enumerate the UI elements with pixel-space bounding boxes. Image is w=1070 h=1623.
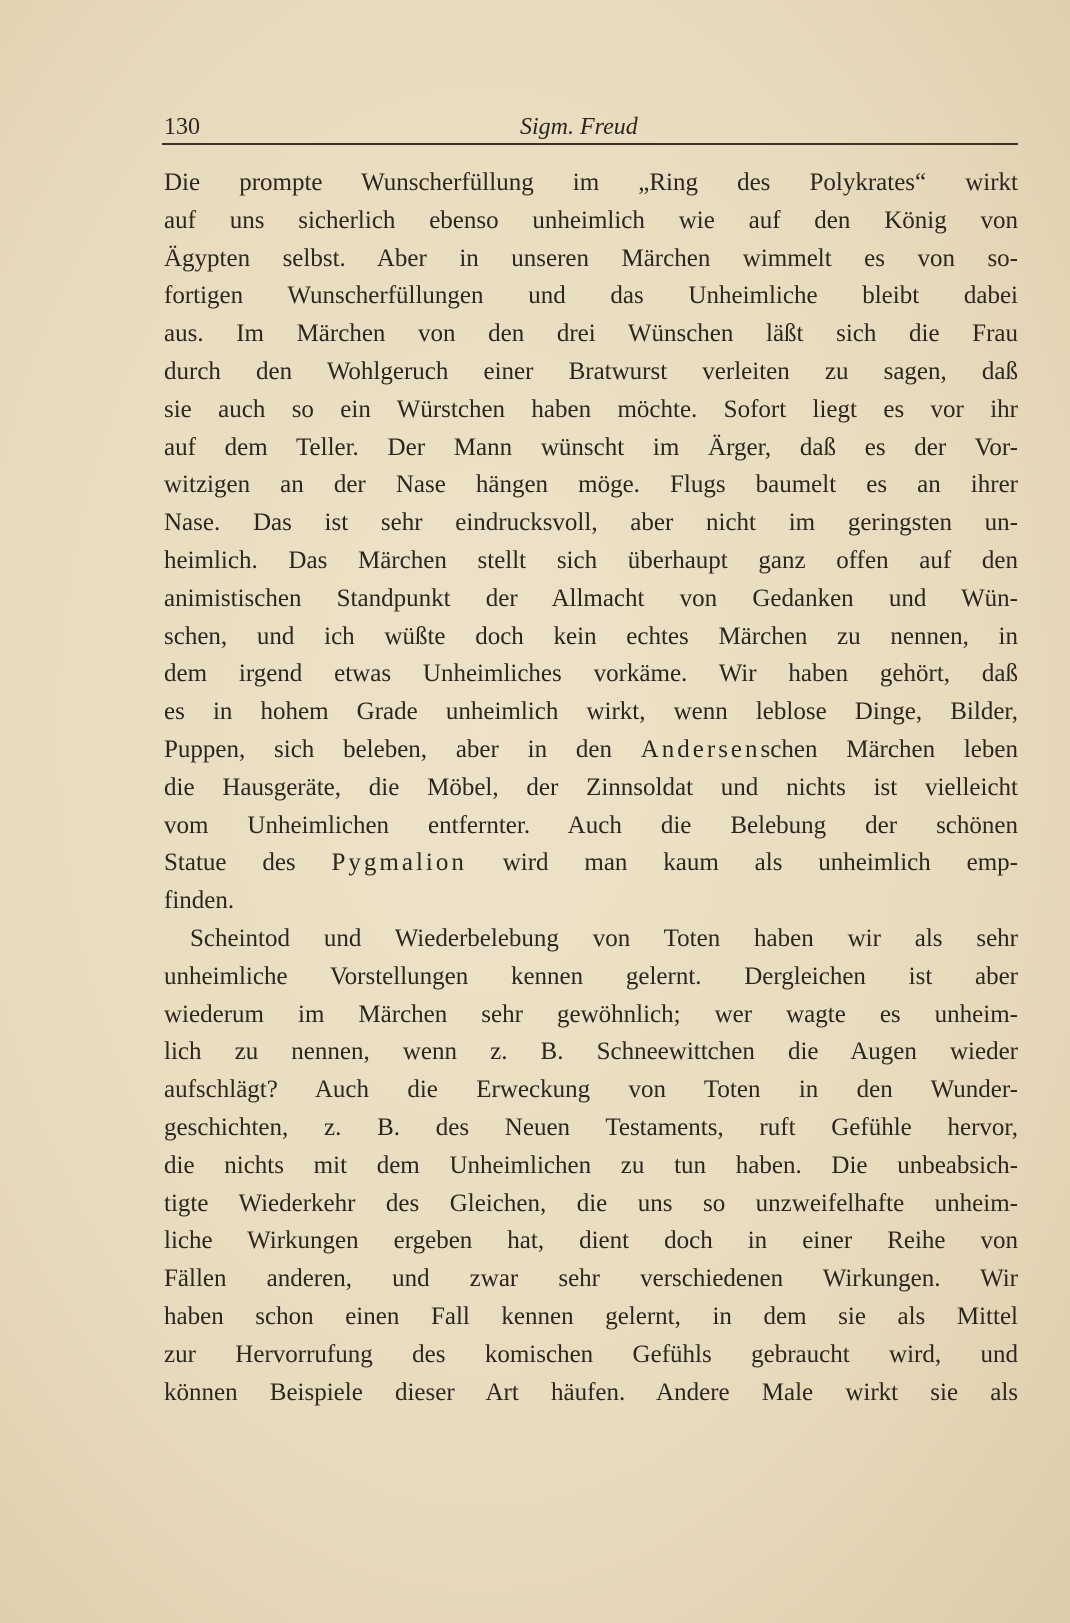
text-line: haben schon einen Fall kennen gelernt, in dem sie als Mittel bbox=[164, 1302, 1018, 1330]
running-title: Sigm. Freud bbox=[520, 114, 638, 140]
text-line: durch den Wohlgeruch einer Bratwurst verleiten zu sagen, daß bbox=[164, 357, 1018, 385]
body-text bbox=[164, 164, 1018, 1411]
text-line: heimlich. Das Märchen stellt sich überhaupt ganz offen auf den bbox=[164, 546, 1018, 574]
text-line: aus. Im Märchen von den drei Wünschen läßt sich die Frau bbox=[164, 320, 1018, 348]
text-line: sie auch so ein Würstchen haben möchte. Sofort liegt es vor ihr bbox=[164, 395, 1018, 423]
text-line: tigte Wiederkehr des Gleichen, die uns so unzweifelhafte unheim- bbox=[164, 1189, 1018, 1217]
text-line: Die prompte Wunscherfüllung im „Ring des Polykrates“ wirkt bbox=[164, 169, 1018, 196]
page-number: 130 bbox=[164, 114, 200, 140]
text-line: die nichts mit dem Unheimlichen zu tun haben. Die unbeabsich- bbox=[164, 1151, 1018, 1179]
text-line bbox=[164, 844, 1018, 882]
text-line: Nase. Das ist sehr eindrucksvoll, aber nicht im geringsten un- bbox=[164, 509, 1018, 537]
text-line: finden. bbox=[164, 887, 235, 915]
text-line: schen, und ich wüßte doch kein echtes Märchen zu nennen, in bbox=[164, 622, 1018, 650]
text-line: dem irgend etwas Unheimliches vorkäme. Wir haben gehört, daß bbox=[164, 660, 1018, 688]
text-segment: wird man kaum als unheimlich emp- bbox=[466, 849, 1018, 877]
text-line: Ägypten selbst. Aber in unseren Märchen wimmelt es von so- bbox=[164, 244, 1018, 272]
text-line: es in hohem Grade unheimlich wirkt, wenn leblose Dinge, Bilder, bbox=[164, 698, 1018, 726]
text-line: auf dem Teller. Der Mann wünscht im Ärger, daß es der Vor- bbox=[164, 433, 1018, 461]
text-segment: schen Märchen leben bbox=[760, 735, 1018, 763]
text-line: liche Wirkungen ergeben hat, dient doch in einer Reihe von bbox=[164, 1227, 1018, 1255]
text-line: Fällen anderen, und zwar sehr verschiedenen Wirkungen. Wir bbox=[164, 1265, 1018, 1293]
text-line: die Hausgeräte, die Möbel, der Zinnsoldat und nichts ist vielleicht bbox=[164, 773, 1018, 801]
text-line: unheimliche Vorstellungen kennen gelernt. Dergleichen ist aber bbox=[164, 962, 1018, 990]
text-line: lich zu nennen, wenn z. B. Schneewittchen die Augen wieder bbox=[164, 1038, 1018, 1066]
text-line: animistischen Standpunkt der Allmacht von Gedanken und Wün- bbox=[164, 584, 1018, 612]
text-line: auf uns sicherlich ebenso unheimlich wie auf den König von bbox=[164, 206, 1018, 234]
text-line: Scheintod und Wiederbelebung von Toten haben wir als sehr bbox=[190, 924, 1018, 952]
text-line: witzigen an der Nase hängen möge. Flugs baumelt es an ihrer bbox=[164, 471, 1018, 499]
header-rule bbox=[162, 143, 1018, 145]
text-line: fortigen Wunscherfüllungen und das Unheimliche bleibt dabei bbox=[164, 282, 1018, 310]
text-segment: Puppen, sich beleben, aber in den bbox=[164, 735, 641, 763]
text-line: zur Hervorrufung des komischen Gefühls gebraucht wird, und bbox=[164, 1340, 1018, 1368]
text-line: aufschlägt? Auch die Erweckung von Toten in den Wunder- bbox=[164, 1076, 1018, 1104]
spaced-emphasis: Pygmalion bbox=[331, 849, 467, 877]
text-line: geschichten, z. B. des Neuen Testaments, ruft Gefühle hervor, bbox=[164, 1113, 1018, 1141]
text-line: können Beispiele dieser Art häufen. Andere Male wirkt sie als bbox=[164, 1378, 1018, 1406]
spaced-emphasis: Andersen bbox=[640, 735, 761, 763]
text-line: wiederum im Märchen sehr gewöhnlich; wer wagte es unheim- bbox=[164, 1000, 1018, 1028]
text-segment: Statue des bbox=[164, 849, 332, 877]
text-line: vom Unheimlichen entfernter. Auch die Belebung der schönen bbox=[164, 811, 1018, 839]
text-line bbox=[164, 731, 1018, 769]
